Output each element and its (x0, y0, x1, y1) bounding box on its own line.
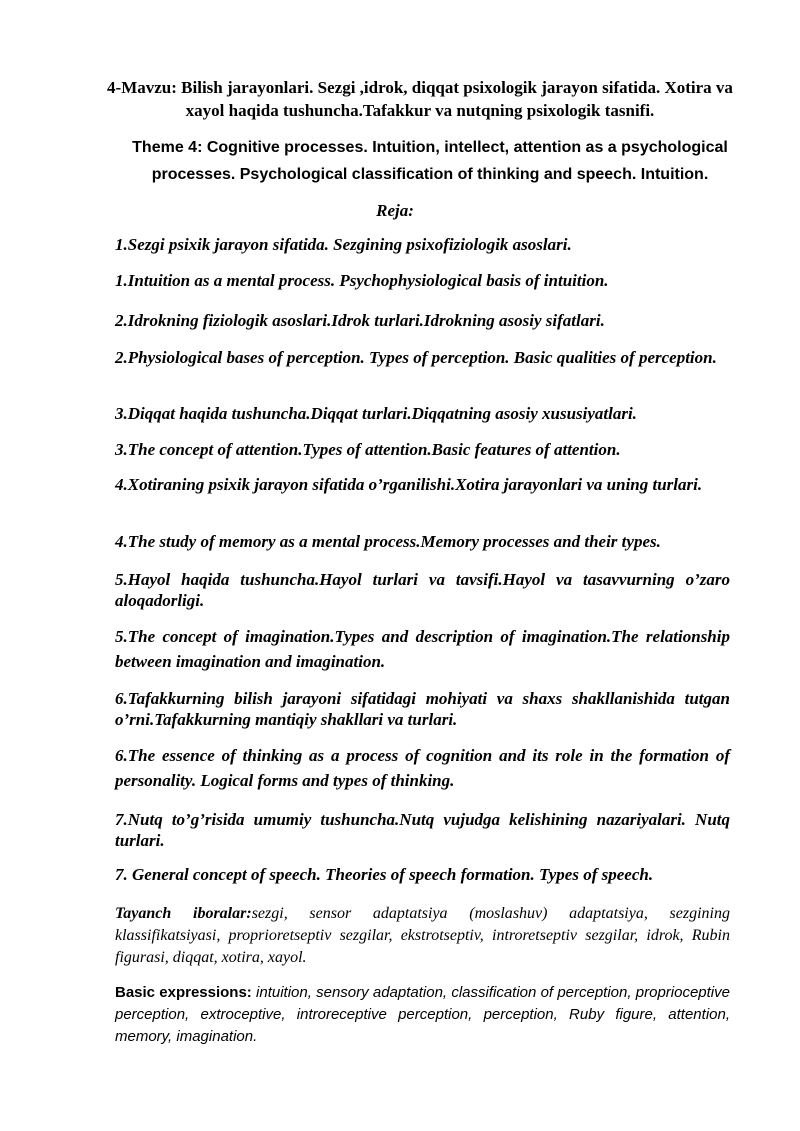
plan-item-5-uz: 5.Hayol haqida tushuncha.Hayol turlari va tavsifi.Hayol va tasavvurning o’zaro aloqadorligi. (115, 570, 730, 610)
plan-item-4-en: 4.The study of memory as a mental process.Memory processes and their types. (115, 532, 661, 551)
plan-item-1-uz: 1.Sezgi psixik jarayon sifatida. Sezgining psixofiziologik asoslari. (115, 235, 572, 254)
plan-item-7-en: 7. General concept of speech. Theories of speech formation. Types of speech. (115, 865, 654, 884)
keywords-english (115, 982, 730, 1048)
keywords-uzbek (115, 903, 730, 969)
plan-item-2-uz: 2.Idrokning fiziologik asoslari.Idrok turlari.Idrokning asosiy sifatlari. (115, 311, 605, 330)
keywords-english-text: intuition, sensory adaptation, classification of perception, proprioceptive perception, extroceptive, introreceptive perception, perception, Ruby figure, attention, memory, imagination. (115, 984, 730, 1045)
keywords-uzbek-text: sezgi, sensor adaptatsiya (moslashuv) adaptatsiya, sezgining klassifikatsiyasi, proprioretseptiv sezgilar, ekstrotseptiv, introretseptiv sezgilar, idrok, Rubin figurasi, diqqat, xotira, xayol. (115, 905, 730, 966)
title-english: Theme 4: Cognitive processes. Intuition, intellect, attention as a psychological processes. Psychological classification of thinking and speech. Intuition. (132, 139, 728, 183)
plan-item-2-en: 2.Physiological bases of perception. Types of perception. Basic qualities of perception. (115, 348, 717, 367)
plan-item-3-en: 3.The concept of attention.Types of attention.Basic features of attention. (115, 440, 621, 459)
plan-item-4-uz: 4.Xotiraning psixik jarayon sifatida o’rganilishi.Xotira jarayonlari va uning turlari. (115, 475, 703, 494)
title-uzbek: 4-Mavzu: Bilish jarayonlari. Sezgi ,idrok, diqqat psixologik jarayon sifatida. Xotira va xayol haqida tushuncha.Tafakkur va nutqning psixologik tasnifi. (107, 78, 733, 120)
plan-item-5-en: 5.The concept of imagination.Types and description of imagination.The relationship between imagination and imagination. (115, 627, 730, 671)
keywords-uzbek-label: Tayanch iboralar: (115, 905, 252, 922)
plan-item-7-uz: 7.Nutq to’g’risida umumiy tushuncha.Nutq vujudga kelishining nazariyalari. Nutq turlari. (115, 810, 730, 850)
plan-heading: Reja: (376, 201, 414, 220)
plan-item-1-en: 1.Intuition as a mental process. Psychophysiological basis of intuition. (115, 271, 609, 290)
plan-item-6-en: 6.The essence of thinking as a process of cognition and its role in the formation of personality. Logical forms and types of thinking. (115, 746, 730, 790)
plan-item-6-uz: 6.Tafakkurning bilish jarayoni sifatidagi mohiyati va shaxs shakllanishida tutgan o’rni.Tafakkurning mantiqiy shakllari va turlari. (115, 689, 730, 729)
keywords-english-label: Basic expressions: (115, 984, 252, 1001)
plan-item-3-uz: 3.Diqqat haqida tushuncha.Diqqat turlari.Diqqatning asosiy xususiyatlari. (115, 404, 637, 423)
